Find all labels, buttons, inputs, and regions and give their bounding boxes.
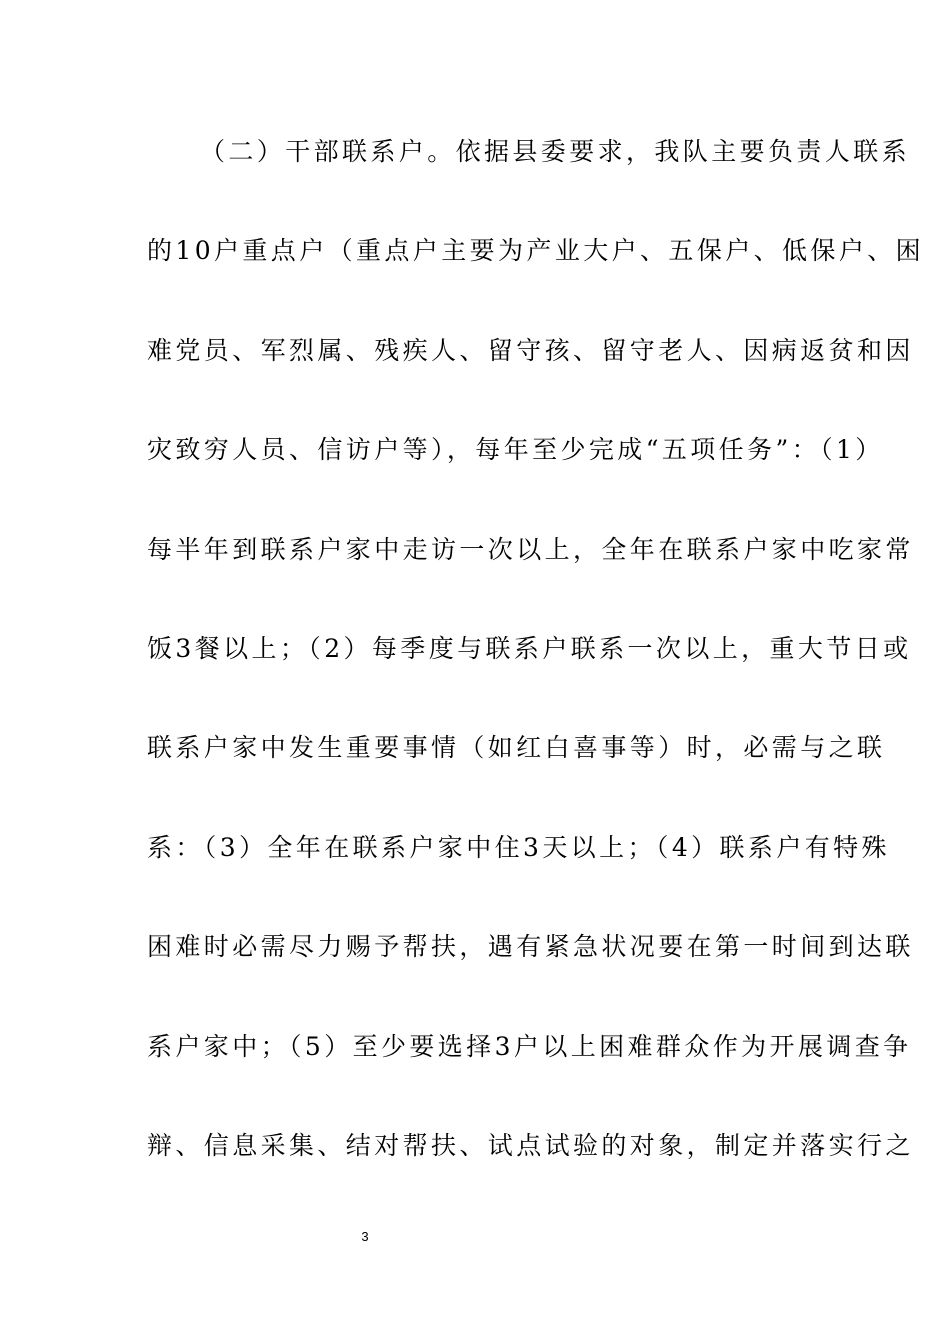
paragraph-line: 系：（3）全年在联系户家中住3天以上；（4）联系户有特殊 [147, 833, 890, 862]
page-number: 3 [361, 1229, 369, 1244]
paragraph-line: 难党员、军烈属、残疾人、留守孩、留守老人、因病返贫和因 [147, 336, 914, 365]
paragraph-line: 每半年到联系户家中走访一次以上，全年在联系户家中吃家常 [147, 535, 914, 564]
paragraph-line: 困难时必需尽力赐予帮扶，遇有紧急状况要在第一时间到达联 [147, 932, 914, 961]
paragraph-line: 联系户家中发生重要事情（如红白喜事等）时，必需与之联 [147, 733, 886, 762]
paragraph-line: （二）干部联系户。依据县委要求，我队主要负责人联系 [200, 137, 911, 166]
paragraph-line: 辩、信息采集、结对帮扶、试点试验的对象，制定并落实行之 [147, 1131, 914, 1160]
paragraph-line: 系户家中；（5）至少要选择3户以上困难群众作为开展调查争 [147, 1032, 912, 1061]
paragraph-line: 的10户重点户（重点户主要为产业大户、五保户、低保户、困 [147, 236, 925, 265]
paragraph-line: 饭3餐以上；（2）每季度与联系户联系一次以上，重大节日或 [147, 634, 912, 663]
paragraph-line: 灾致穷人员、信访户等），每年至少完成“五项任务”：（1） [147, 435, 884, 464]
